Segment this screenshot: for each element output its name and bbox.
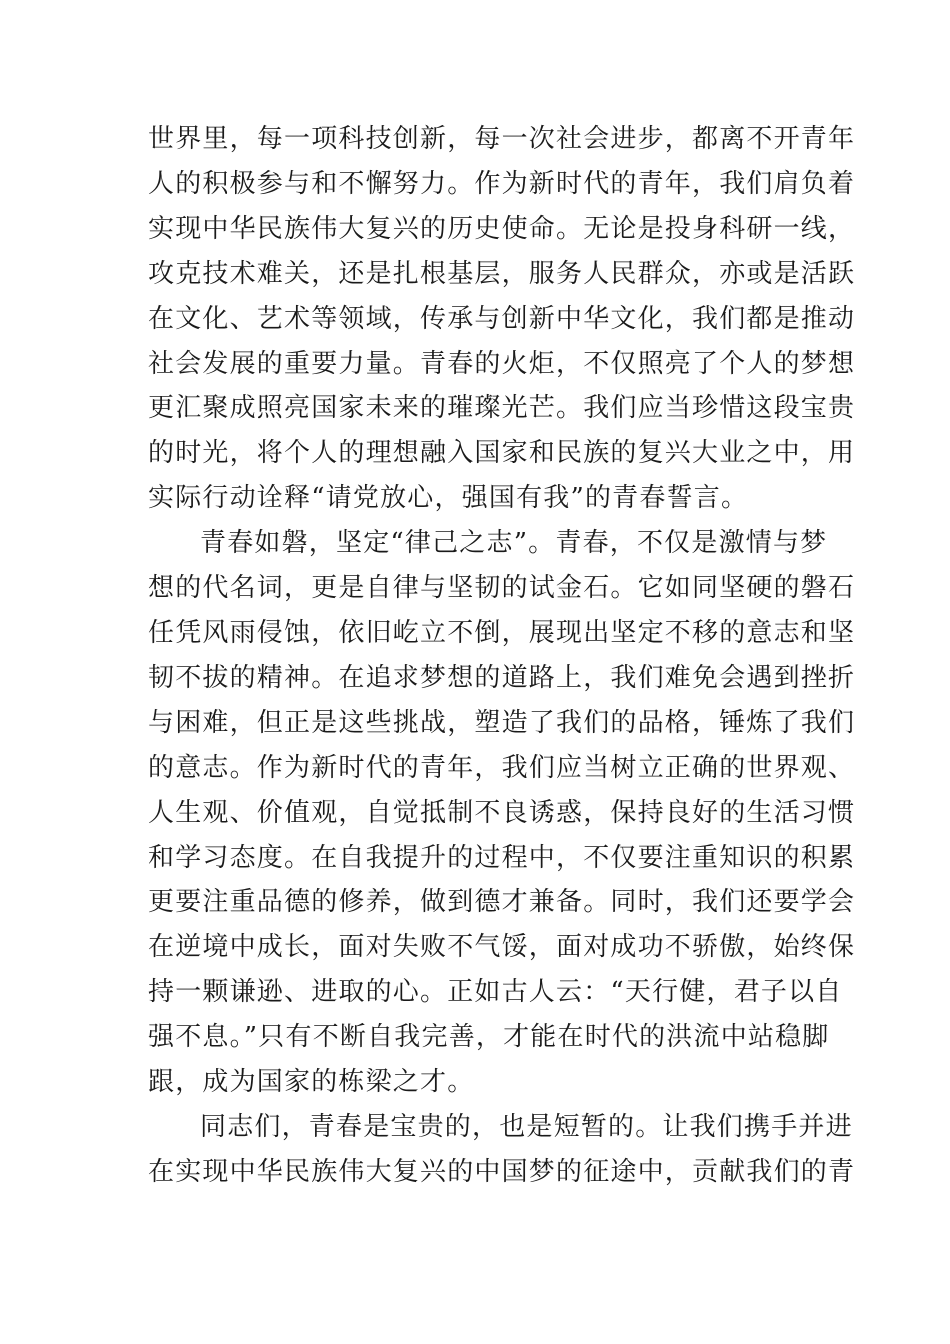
text-line: 任凭风雨侵蚀，依旧屹立不倒，展现出坚定不移的意志和坚 <box>148 617 856 648</box>
text-line: 想的代名词，更是自律与坚韧的试金石。它如同坚硬的磐石 <box>148 573 856 604</box>
text-line: 更汇聚成照亮国家未来的璀璨光芒。我们应当珍惜这段宝贵 <box>148 393 856 424</box>
text-line: 更要注重品德的修养，做到德才兼备。同时，我们还要学会 <box>148 887 856 918</box>
text-line: 韧不拔的精神。在追求梦想的道路上，我们难免会遇到挫折 <box>148 662 856 693</box>
paragraph-2 <box>148 521 856 1105</box>
text-line: 的时光，将个人的理想融入国家和民族的复兴大业之中，用 <box>148 438 856 469</box>
text-line: 世界里，每一项科技创新，每一次社会进步，都离不开青年 <box>148 124 856 154</box>
text-line: 跟，成为国家的栋梁之才。 <box>148 1067 475 1098</box>
text-line: 和学习态度。在自我提升的过程中，不仅要注重知识的积累 <box>148 842 856 873</box>
text-line: 在文化、艺术等领域，传承与创新中华文化，我们都是推动 <box>148 303 856 334</box>
text-line: 人生观、价值观，自觉抵制不良诱惑，保持良好的生活习惯 <box>148 797 856 828</box>
text-line: 与困难，但正是这些挑战，塑造了我们的品格，锤炼了我们 <box>148 707 856 738</box>
text-line: 社会发展的重要力量。青春的火炬，不仅照亮了个人的梦想 <box>148 348 856 379</box>
text-line: 在实现中华民族伟大复兴的中国梦的征途中，贡献我们的青 <box>148 1156 856 1187</box>
text-line: 同志们，青春是宝贵的，也是短暂的。让我们携手并进 <box>200 1111 853 1142</box>
text-line: 持一颗谦逊、进取的心。正如古人云：“天行健，君子以自 <box>148 977 843 1008</box>
paragraph-3 <box>148 1105 856 1195</box>
text-line: 青春如磐，坚定“律己之志”。青春，不仅是激情与梦 <box>200 528 828 559</box>
document-body <box>148 117 856 1195</box>
text-line: 攻克技术难关，还是扎根基层，服务人民群众，亦或是活跃 <box>148 258 856 289</box>
text-line: 在逆境中成长，面对失败不气馁，面对成功不骄傲，始终保 <box>148 932 856 963</box>
text-line: 实际行动诠释“请党放心，强国有我”的青春誓言。 <box>148 483 749 514</box>
text-line: 强不息。”只有不断自我完善，才能在时代的洪流中站稳脚 <box>148 1022 830 1053</box>
text-line: 的意志。作为新时代的青年，我们应当树立正确的世界观、 <box>148 752 856 783</box>
paragraph-1 <box>148 117 856 521</box>
text-line: 实现中华民族伟大复兴的历史使命。无论是投身科研一线， <box>148 213 856 244</box>
text-line: 人的积极参与和不懈努力。作为新时代的青年，我们肩负着 <box>148 168 856 199</box>
